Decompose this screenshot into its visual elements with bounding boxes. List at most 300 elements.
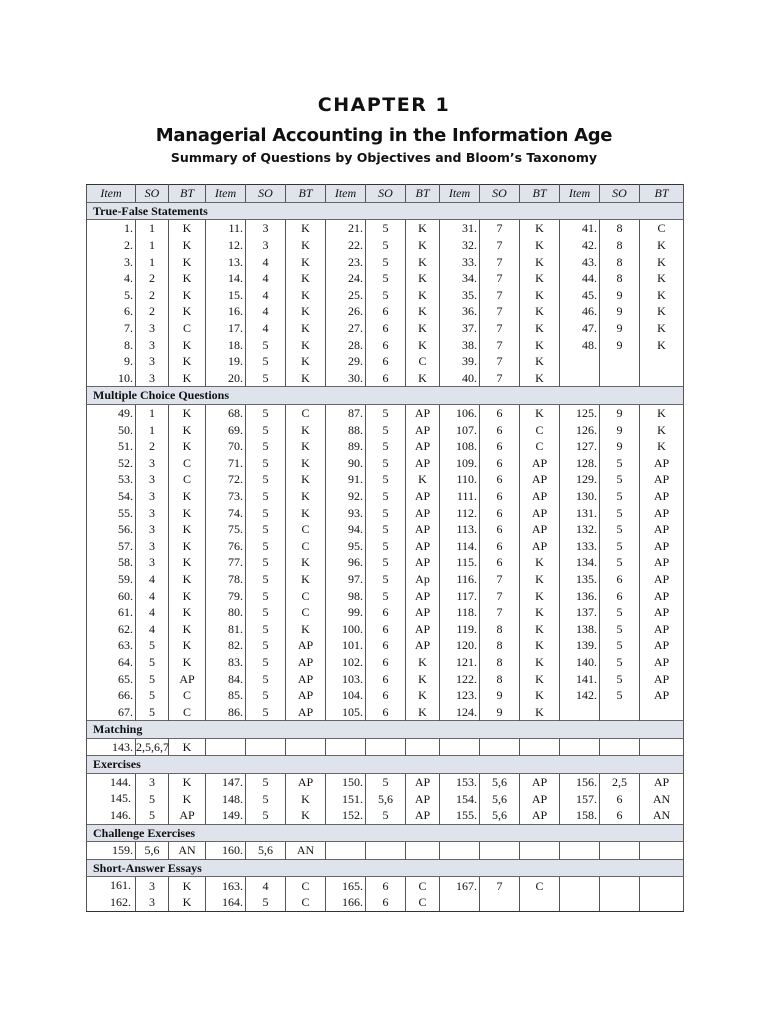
table-cell: AP (406, 438, 440, 455)
table-cell: 103. (326, 670, 366, 687)
table-cell: 5 (246, 471, 286, 488)
table-row (87, 894, 684, 911)
table-cell: 5 (246, 620, 286, 637)
table-cell: 8. (87, 336, 136, 353)
table-cell: 3. (87, 253, 136, 270)
table-cell: 16. (206, 303, 246, 320)
table-cell: 5 (366, 521, 406, 538)
table-cell: 5 (600, 637, 640, 654)
section-title: True-False Statements (87, 202, 684, 220)
table-cell: 52. (87, 455, 136, 472)
table-cell: 57. (87, 537, 136, 554)
table-cell: 24. (326, 270, 366, 287)
table-cell: 3 (136, 537, 169, 554)
table-cell: K (406, 703, 440, 720)
table-cell: K (286, 220, 326, 237)
table-cell: 6 (366, 620, 406, 637)
table-cell: K (286, 455, 326, 472)
table-cell: C (286, 537, 326, 554)
section-title: Short-Answer Essays (87, 859, 684, 877)
table-cell: 119. (440, 620, 480, 637)
table-cell: K (286, 620, 326, 637)
table-cell: 54. (87, 488, 136, 505)
table-cell: AP (286, 670, 326, 687)
table-cell: K (286, 303, 326, 320)
table-cell: 38. (440, 336, 480, 353)
table-cell: 6 (366, 703, 406, 720)
table-cell: 137. (560, 604, 600, 621)
table-cell: AP (406, 404, 440, 421)
table-cell: 92. (326, 488, 366, 505)
table-cell (640, 738, 684, 756)
table-cell: K (286, 237, 326, 254)
table-cell: 88. (326, 421, 366, 438)
table-cell: 4 (136, 604, 169, 621)
table-cell (520, 894, 560, 911)
table-cell: 9. (87, 353, 136, 370)
table-cell: 6 (366, 687, 406, 704)
table-cell: K (406, 220, 440, 237)
table-cell: 4 (246, 320, 286, 337)
table-cell: 10. (87, 370, 136, 387)
table-row (87, 842, 684, 860)
table-cell: 3 (246, 237, 286, 254)
table-cell: AP (286, 687, 326, 704)
table-cell: 72. (206, 471, 246, 488)
table-cell: K (286, 438, 326, 455)
table-cell: K (169, 488, 206, 505)
section-title: Matching (87, 721, 684, 739)
table-cell: 3 (136, 455, 169, 472)
table-cell: 128. (560, 455, 600, 472)
table-cell: AP (640, 670, 684, 687)
table-cell: 75. (206, 521, 246, 538)
table-cell: C (169, 703, 206, 720)
table-cell (520, 738, 560, 756)
item-number: 161. (110, 878, 131, 893)
table-row (87, 620, 684, 637)
table-cell: 7 (480, 571, 520, 588)
table-cell: AP (286, 654, 326, 671)
column-header: BT (406, 185, 440, 203)
table-cell: K (169, 894, 206, 911)
table-cell: 3 (136, 773, 169, 790)
table-cell: 2,5,6,7 (136, 739, 169, 754)
table-cell: 138. (560, 620, 600, 637)
table-cell (326, 738, 366, 756)
table-cell: 135. (560, 571, 600, 588)
table-cell: K (169, 773, 206, 790)
table-cell: 8 (600, 237, 640, 254)
table-cell: 7 (480, 320, 520, 337)
table-cell: 9 (600, 336, 640, 353)
table-cell: 6 (480, 455, 520, 472)
table-cell: 81. (206, 620, 246, 637)
table-cell (600, 370, 640, 387)
table-cell: 2. (87, 237, 136, 254)
table-cell: 5 (246, 637, 286, 654)
table-cell: 123. (440, 687, 480, 704)
table-cell: 3 (136, 370, 169, 387)
table-cell: AP (640, 571, 684, 588)
table-cell: 5 (136, 687, 169, 704)
table-cell: AP (520, 488, 560, 505)
table-cell: 1 (136, 421, 169, 438)
table-cell: 166. (326, 894, 366, 911)
table-cell: 98. (326, 587, 366, 604)
table-cell: 130. (560, 488, 600, 505)
table-cell: 5 (246, 521, 286, 538)
table-cell: K (286, 790, 326, 807)
table-cell (640, 842, 684, 860)
table-cell: 5 (600, 537, 640, 554)
table-cell: 5 (246, 587, 286, 604)
table-cell: K (169, 521, 206, 538)
table-cell: 3 (136, 320, 169, 337)
table-cell: 6 (600, 571, 640, 588)
table-cell: 36. (440, 303, 480, 320)
table-cell: K (406, 687, 440, 704)
table-cell: K (169, 587, 206, 604)
table-cell: 5 (600, 488, 640, 505)
table-cell: 109. (440, 455, 480, 472)
table-cell: K (520, 353, 560, 370)
table-cell: K (169, 270, 206, 287)
table-cell: K (169, 253, 206, 270)
table-cell: 118. (440, 604, 480, 621)
table-row (87, 687, 684, 704)
table-cell: 4. (87, 270, 136, 287)
summary-table (86, 184, 684, 912)
table-cell: 3 (136, 336, 169, 353)
table-cell: 70. (206, 438, 246, 455)
section-heading-row (87, 387, 684, 405)
table-cell: 5 (366, 471, 406, 488)
table-cell: 5 (246, 353, 286, 370)
table-cell: 5 (600, 471, 640, 488)
column-header: BT (169, 185, 206, 203)
table-cell: 13. (206, 253, 246, 270)
column-header: BT (640, 185, 684, 203)
table-cell: 7 (480, 237, 520, 254)
table-row (87, 320, 684, 337)
table-cell: 2 (136, 287, 169, 304)
table-row (87, 237, 684, 254)
table-cell: 6 (366, 894, 406, 911)
table-row (87, 877, 684, 894)
table-cell: AP (640, 537, 684, 554)
table-cell: 5 (600, 504, 640, 521)
table-cell: 30. (326, 370, 366, 387)
table-cell: 50. (87, 421, 136, 438)
table-cell: 73. (206, 488, 246, 505)
table-row (87, 521, 684, 538)
table-cell: 112. (440, 504, 480, 521)
table-cell: C (286, 587, 326, 604)
column-header: Item (440, 185, 480, 203)
table-row (87, 287, 684, 304)
table-cell: 3 (136, 894, 169, 911)
table-cell: AP (640, 521, 684, 538)
table-cell: 5 (246, 807, 286, 824)
table-cell: K (286, 287, 326, 304)
table-cell: 115. (440, 554, 480, 571)
table-cell: 22. (326, 237, 366, 254)
table-cell: 147. (206, 773, 246, 790)
table-cell: 79. (206, 587, 246, 604)
table-cell: AP (169, 670, 206, 687)
table-row (87, 703, 684, 720)
table-cell (206, 738, 246, 756)
table-cell: 2 (136, 303, 169, 320)
section-title: Challenge Exercises (87, 824, 684, 842)
table-cell: 5 (366, 504, 406, 521)
table-row (87, 537, 684, 554)
table-cell: 107. (440, 421, 480, 438)
table-cell: C (286, 604, 326, 621)
table-cell: K (640, 287, 684, 304)
table-cell: 35. (440, 287, 480, 304)
table-cell: 5,6 (366, 790, 406, 807)
table-row (87, 438, 684, 455)
table-cell: 95. (326, 537, 366, 554)
table-cell: K (169, 654, 206, 671)
table-cell: 5 (366, 807, 406, 824)
table-cell: 5 (246, 773, 286, 790)
table-cell: 11. (206, 220, 246, 237)
table-cell: 6 (366, 353, 406, 370)
table-cell: 82. (206, 637, 246, 654)
table-cell: 5 (136, 654, 169, 671)
table-cell: 153. (440, 773, 480, 790)
table-cell: AP (640, 604, 684, 621)
table-row (87, 504, 684, 521)
section-heading-row (87, 824, 684, 842)
table-cell: K (406, 654, 440, 671)
chapter-heading: CHAPTER 1 (317, 94, 451, 116)
table-cell: 5 (366, 237, 406, 254)
table-cell: AN (286, 842, 326, 860)
table-cell: AP (406, 537, 440, 554)
table-cell: 110. (440, 471, 480, 488)
table-cell (366, 842, 406, 860)
table-cell: 141. (560, 670, 600, 687)
table-cell: K (169, 877, 206, 894)
table-cell: 3 (136, 554, 169, 571)
table-cell: 20. (206, 370, 246, 387)
table-cell: K (169, 438, 206, 455)
table-cell: 5,6 (480, 790, 520, 807)
table-cell: 97. (326, 571, 366, 588)
table-cell: 91. (326, 471, 366, 488)
table-cell: 7 (480, 604, 520, 621)
table-cell: 120. (440, 637, 480, 654)
table-cell: 3 (136, 353, 169, 370)
table-cell: 117. (440, 587, 480, 604)
column-header: BT (520, 185, 560, 203)
table-cell: 66. (87, 687, 136, 704)
table-cell (600, 738, 640, 756)
table-cell: C (169, 320, 206, 337)
table-cell: AP (406, 554, 440, 571)
table-cell: K (520, 237, 560, 254)
table-cell (640, 877, 684, 894)
table-cell: 27. (326, 320, 366, 337)
table-cell: 69. (206, 421, 246, 438)
table-cell: K (520, 404, 560, 421)
table-cell: K (406, 336, 440, 353)
table-cell: 9 (600, 287, 640, 304)
table-cell: 5 (136, 703, 169, 720)
table-cell: 68. (206, 404, 246, 421)
table-cell: 74. (206, 504, 246, 521)
table-row (87, 790, 684, 807)
table-cell: K (520, 320, 560, 337)
table-cell (440, 842, 480, 860)
table-cell: 8 (480, 637, 520, 654)
table-cell: 5 (246, 654, 286, 671)
table-cell: C (286, 877, 326, 894)
table-cell: 9 (600, 421, 640, 438)
table-cell: 64. (87, 654, 136, 671)
table-cell: 31. (440, 220, 480, 237)
table-cell: AP (640, 637, 684, 654)
table-cell: 32. (440, 237, 480, 254)
table-cell: C (286, 894, 326, 911)
table-cell: 9 (600, 438, 640, 455)
table-cell: AP (406, 521, 440, 538)
table-cell: 62. (87, 620, 136, 637)
table-cell: K (520, 287, 560, 304)
table-cell: 6 (366, 654, 406, 671)
table-cell: 51. (87, 438, 136, 455)
table-cell: 148. (206, 790, 246, 807)
table-cell: 7 (480, 220, 520, 237)
table-cell: K (406, 303, 440, 320)
table-cell: C (169, 455, 206, 472)
table-cell: K (520, 604, 560, 621)
table-cell: 15. (206, 287, 246, 304)
table-cell: K (406, 287, 440, 304)
table-cell: 49. (87, 404, 136, 421)
table-cell: 6 (480, 521, 520, 538)
table-cell: AP (406, 421, 440, 438)
table-cell: 108. (440, 438, 480, 455)
column-header: SO (600, 185, 640, 203)
table-cell: 42. (560, 237, 600, 254)
table-cell (600, 353, 640, 370)
table-cell: AP (406, 807, 440, 824)
table-cell: K (406, 253, 440, 270)
table-cell: 7. (87, 320, 136, 337)
table-cell: 86. (206, 703, 246, 720)
table-cell: K (640, 404, 684, 421)
table-cell: 8 (600, 253, 640, 270)
table-cell: C (169, 471, 206, 488)
table-cell: 9 (480, 687, 520, 704)
table-row (87, 773, 684, 790)
table-cell: K (520, 554, 560, 571)
table-cell: 6 (480, 421, 520, 438)
table-cell: K (520, 637, 560, 654)
item-number: 162. (110, 894, 131, 909)
table-cell: K (520, 571, 560, 588)
table-cell: AP (520, 455, 560, 472)
table-cell: 125. (560, 404, 600, 421)
table-cell: 142. (560, 687, 600, 704)
table-cell: 3 (136, 471, 169, 488)
page-subtitle: Summary of Questions by Objectives and Bloom’s Taxonomy (170, 150, 598, 165)
table-cell: K (169, 421, 206, 438)
table-cell: 46. (560, 303, 600, 320)
table-cell: 1. (87, 220, 136, 237)
table-cell: 5 (600, 604, 640, 621)
table-cell: 122. (440, 670, 480, 687)
table-cell: K (640, 253, 684, 270)
table-cell: 140. (560, 654, 600, 671)
table-cell: 3 (246, 220, 286, 237)
table-cell: K (640, 270, 684, 287)
table-cell: 1 (136, 237, 169, 254)
table-row (87, 253, 684, 270)
table-row (87, 554, 684, 571)
table-cell: 85. (206, 687, 246, 704)
table-cell: 18. (206, 336, 246, 353)
table-cell: K (169, 353, 206, 370)
table-cell: 96. (326, 554, 366, 571)
table-cell: 6 (366, 877, 406, 894)
table-cell: K (169, 336, 206, 353)
table-cell: 4 (246, 253, 286, 270)
table-cell: K (286, 504, 326, 521)
table-row (87, 353, 684, 370)
table-cell: 5 (366, 537, 406, 554)
table-cell: K (169, 604, 206, 621)
table-cell: K (286, 554, 326, 571)
table-cell: 8 (600, 220, 640, 237)
table-cell: 139. (560, 637, 600, 654)
table-cell: 5 (366, 220, 406, 237)
table-cell (406, 842, 440, 860)
table-cell: 1 (136, 404, 169, 421)
table-cell: AP (520, 807, 560, 824)
table-cell: 4 (246, 270, 286, 287)
table-cell: 134. (560, 554, 600, 571)
table-cell: K (286, 421, 326, 438)
table-cell: 5 (246, 455, 286, 472)
table-cell: 99. (326, 604, 366, 621)
table-cell: AP (406, 504, 440, 521)
table-cell (640, 703, 684, 720)
table-cell: 8 (480, 654, 520, 671)
table-cell: 5. (87, 287, 136, 304)
table-cell: K (169, 537, 206, 554)
table-cell: 8 (480, 670, 520, 687)
table-cell: C (406, 877, 440, 894)
column-header: BT (286, 185, 326, 203)
table-cell: C (286, 521, 326, 538)
table-row (87, 670, 684, 687)
table-cell: 5 (600, 620, 640, 637)
table-row (87, 604, 684, 621)
table-cell (640, 894, 684, 911)
table-cell: AP (520, 471, 560, 488)
table-cell: AP (640, 471, 684, 488)
table-cell: 5 (246, 703, 286, 720)
table-cell (520, 842, 560, 860)
table-cell: 5 (246, 670, 286, 687)
table-cell: 26. (326, 303, 366, 320)
